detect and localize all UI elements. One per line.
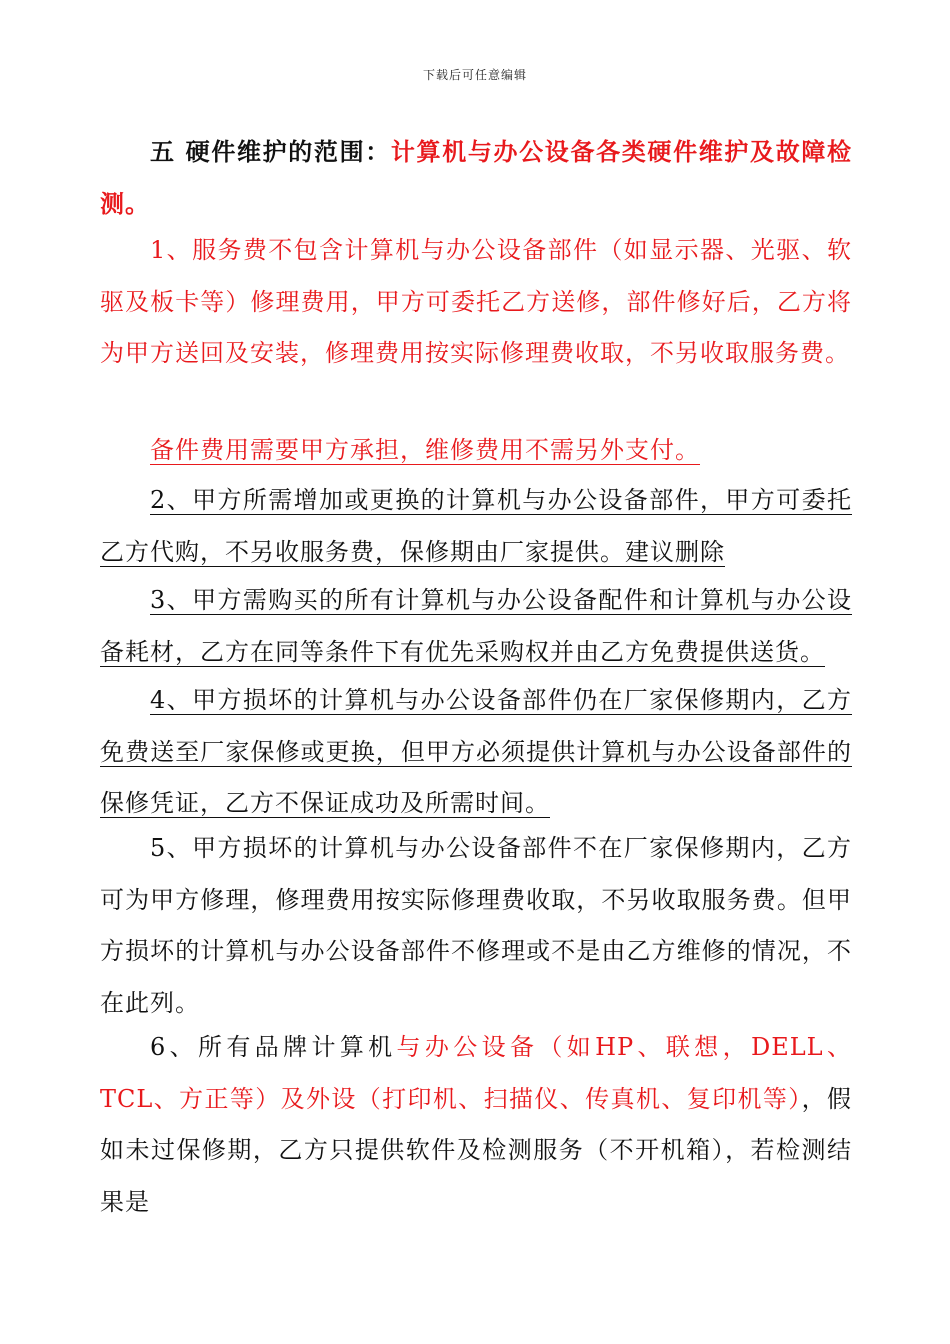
paragraph-2 — [100, 475, 852, 578]
paragraph-6-highlight: 与办公设备（如HP、联想，DELL、TCL、方正等）及外设（打印机、扫描仪、传真机、复印机等） — [100, 1033, 852, 1113]
paragraph-1: 1、服务费不包含计算机与办公设备部件（如显示器、光驱、软驱及板卡等）修理费用，甲方可委托乙方送修，部件修好后，乙方将为甲方送回及安装，修理费用按实际修理费收取，不另收取服务费。 — [100, 236, 852, 367]
paragraph-5: 5、甲方损坏的计算机与办公设备部件不在厂家保修期内，乙方可为甲方修理，修理费用按实际修理费收取，不另收取服务费。但甲方损坏的计算机与办公设备部件不修理或不是由乙方维修的情况，不在此列。 — [100, 834, 852, 1017]
section-title-prefix: 五 硬件维护的范围： — [150, 137, 391, 166]
paragraph-1-note — [100, 425, 852, 477]
page-header-note: 下载后可任意编辑 — [422, 68, 527, 82]
paragraph-6-start: 6、所有品牌计算机 — [150, 1033, 397, 1061]
paragraph-6 — [100, 1022, 852, 1228]
section-title — [100, 126, 852, 229]
paragraph-6-end: ，假如未过保修期，乙方只提供软件及检测服务（不开机箱），若检测结果是 — [100, 1084, 853, 1216]
paragraph-4 — [100, 675, 852, 830]
paragraph-3-text: 3、甲方需购买的所有计算机与办公设备配件和计算机与办公设备耗材，乙方在同等条件下有优先采购权并由乙方免费提供送货。 — [100, 586, 852, 666]
paragraph-1-note-text: 备件费用需要甲方承担，维修费用不需另外支付。 — [150, 436, 700, 464]
paragraph-4-text: 4、甲方损坏的计算机与办公设备部件仍在厂家保修期内，乙方免费送至厂家保修或更换，但甲方必须提供计算机与办公设备部件的保修凭证，乙方不保证成功及所需时间。 — [100, 686, 852, 817]
paragraph-3 — [100, 575, 852, 678]
paragraph-2-text: 2、甲方所需增加或更换的计算机与办公设备部件，甲方可委托乙方代购，不另收服务费，保修期由厂家提供。建议删除 — [100, 486, 852, 566]
section-title-highlight: 计算机与办公设备各类硬件维护及故障检测。 — [100, 137, 852, 218]
